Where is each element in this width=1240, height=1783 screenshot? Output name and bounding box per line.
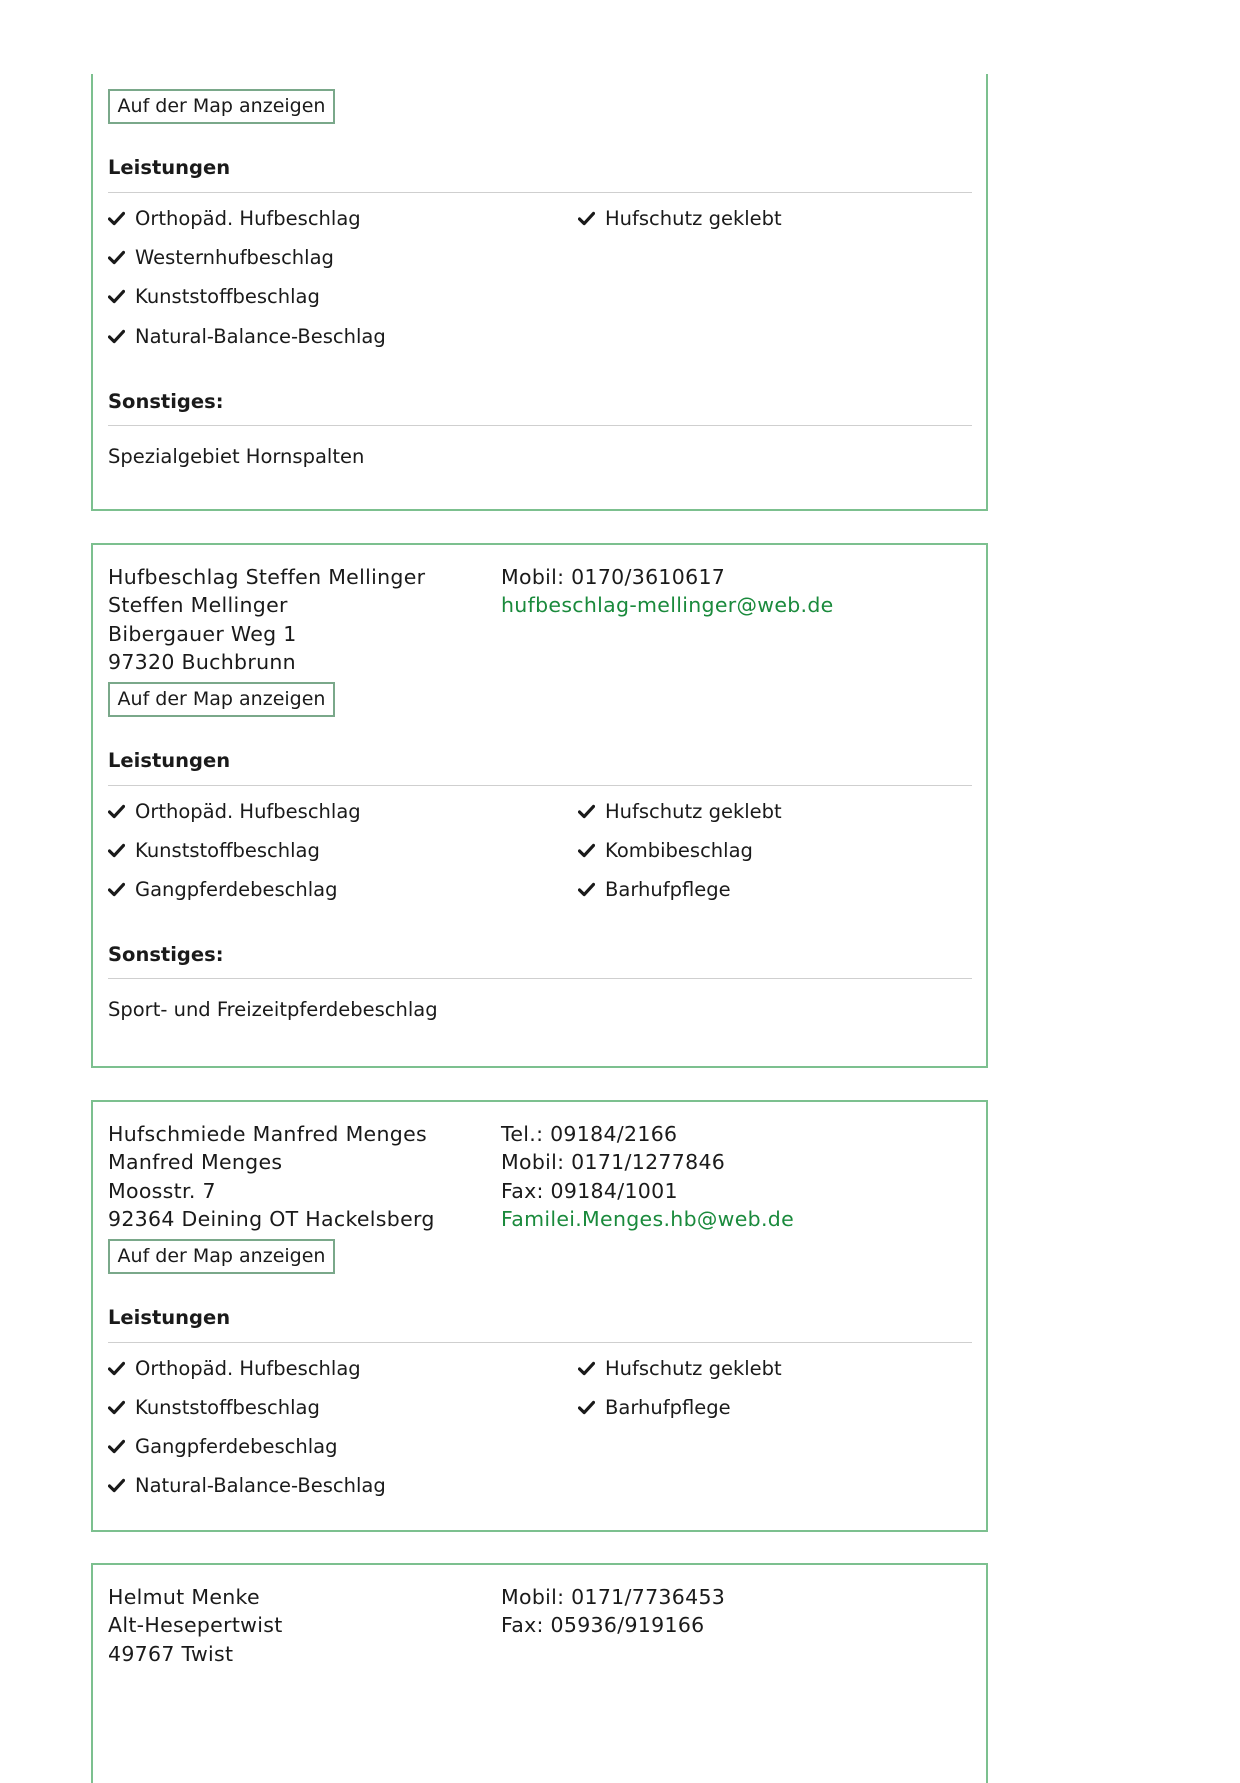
service-item: Natural-Balance-Beschlag [108,1474,386,1497]
check-icon [108,288,125,305]
services-heading: Leistungen [108,749,231,772]
divider [108,785,972,786]
farrier-card-3 [91,1100,988,1532]
check-icon [108,1399,125,1416]
check-icon [108,249,125,266]
divider [108,978,972,979]
other-heading: Sonstiges: [108,390,224,413]
service-item: Hufschutz geklebt [578,1357,782,1380]
company-name: Hufschmiede Manfred Menges [108,1122,427,1146]
fax-number: Fax: 09184/1001 [501,1178,678,1203]
contact-block [501,563,971,620]
company-name: Hufbeschlag Steffen Mellinger [108,565,426,589]
contact-person: Helmut Menke [108,1585,260,1609]
contact-person: Steffen Mellinger [108,593,288,618]
other-text: Spezialgebiet Hornspalten [108,445,365,468]
check-icon [578,881,595,898]
city: 97320 Buchbrunn [108,649,296,674]
fax-number: Fax: 05936/919166 [501,1613,705,1638]
check-icon [108,881,125,898]
farrier-card-1 [91,74,988,511]
street: Moosstr. 7 [108,1178,216,1203]
check-icon [578,1399,595,1416]
other-text: Sport- und Freizeitpferdebeschlag [108,998,438,1021]
show-on-map-button[interactable]: Auf der Map anzeigen [108,89,335,124]
service-item: Kombibeschlag [578,839,753,862]
divider [108,1342,972,1343]
address-block [108,1583,478,1668]
services-heading: Leistungen [108,1306,231,1329]
email-link[interactable]: Familei.Menges.hb@web.de [501,1206,795,1231]
check-icon [108,1360,125,1377]
contact-block [501,1120,971,1233]
service-item: Orthopäd. Hufbeschlag [108,800,361,823]
street: Bibergauer Weg 1 [108,621,297,646]
service-item: Kunststoffbeschlag [108,285,320,308]
service-item: Kunststoffbeschlag [108,839,320,862]
divider [108,192,972,193]
other-heading: Sonstiges: [108,943,224,966]
services-heading: Leistungen [108,156,231,179]
check-icon [108,1477,125,1494]
check-icon [108,1438,125,1455]
show-on-map-button[interactable]: Auf der Map anzeigen [108,682,335,717]
show-on-map-button[interactable]: Auf der Map anzeigen [108,1239,335,1274]
service-item: Natural-Balance-Beschlag [108,325,386,348]
street: Alt-Hesepertwist [108,1613,283,1638]
service-item: Gangpferdebeschlag [108,1435,337,1458]
check-icon [578,803,595,820]
address-block [108,1120,478,1233]
service-item: Orthopäd. Hufbeschlag [108,1357,361,1380]
check-icon [108,328,125,345]
address-block [108,563,478,676]
check-icon [108,842,125,859]
phone-number: Tel.: 09184/2166 [501,1122,678,1146]
email-link[interactable]: hufbeschlag-mellinger@web.de [501,593,834,618]
contact-block [501,1583,971,1640]
contact-person: Manfred Menges [108,1150,283,1175]
mobile-number: Mobil: 0170/3610617 [501,565,726,589]
service-item: Hufschutz geklebt [578,207,782,230]
service-item: Gangpferdebeschlag [108,878,337,901]
farrier-card-4 [91,1563,988,1783]
service-item: Kunststoffbeschlag [108,1396,320,1419]
farrier-card-2 [91,543,988,1068]
divider [108,425,972,426]
service-item: Westernhufbeschlag [108,246,334,269]
service-item: Barhufpflege [578,878,731,901]
service-item: Hufschutz geklebt [578,800,782,823]
check-icon [578,1360,595,1377]
check-icon [578,842,595,859]
service-item: Orthopäd. Hufbeschlag [108,207,361,230]
check-icon [578,210,595,227]
service-item: Barhufpflege [578,1396,731,1419]
check-icon [108,803,125,820]
mobile-number: Mobil: 0171/7736453 [501,1585,726,1609]
check-icon [108,210,125,227]
mobile-number: Mobil: 0171/1277846 [501,1150,726,1175]
city: 49767 Twist [108,1641,234,1666]
city: 92364 Deining OT Hackelsberg [108,1206,435,1231]
